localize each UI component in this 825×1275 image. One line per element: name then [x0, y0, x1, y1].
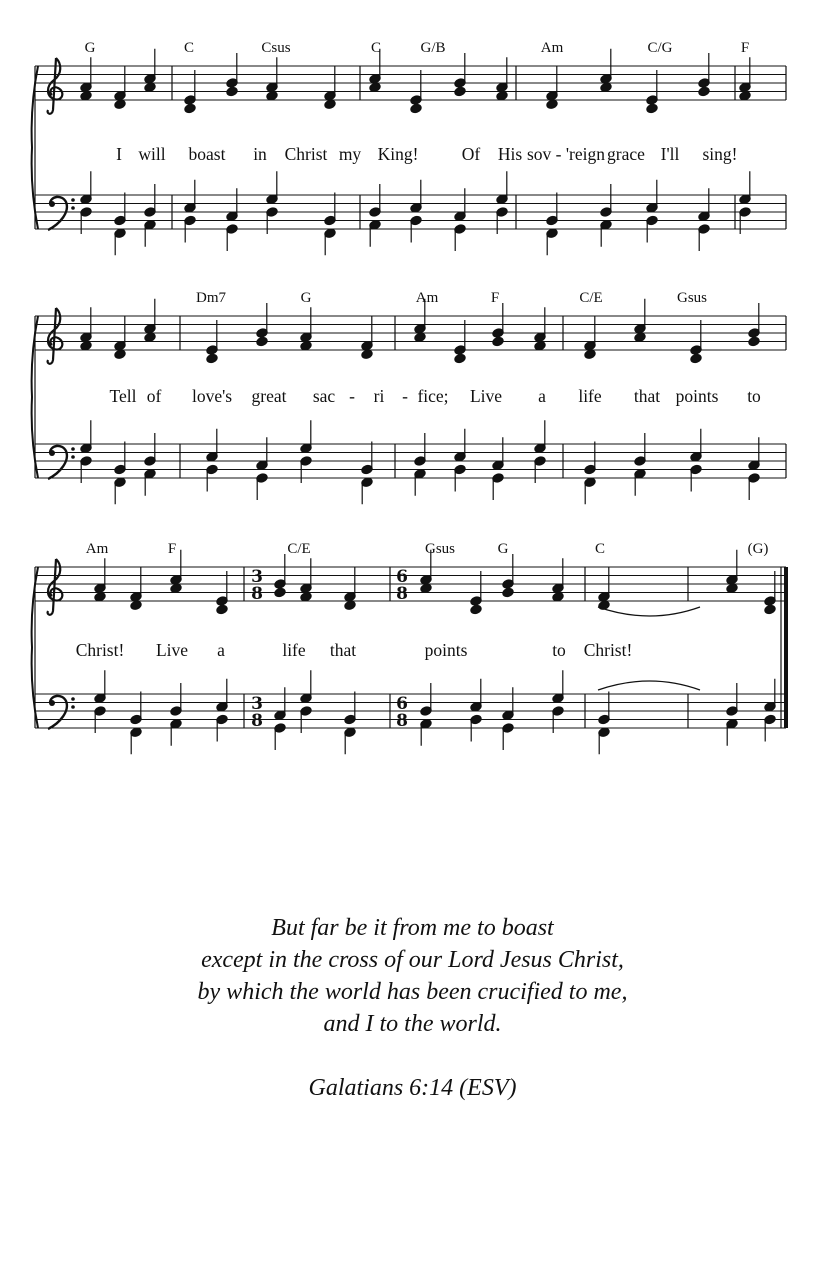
note-head [256, 473, 268, 500]
time-signature-numerator: 3 [251, 567, 263, 587]
tie-arc [598, 607, 700, 616]
note-head [420, 718, 432, 745]
note-head [130, 692, 142, 725]
lyric-syllable: points [675, 386, 719, 406]
chord-symbol: Dm7 [196, 290, 226, 306]
chord-symbol: F [490, 290, 500, 306]
note-head [492, 437, 504, 470]
note-head [690, 353, 702, 364]
note-head [144, 82, 156, 93]
note-head [216, 604, 228, 615]
note-head [216, 571, 228, 606]
note-head [492, 336, 504, 347]
note-head [552, 670, 564, 703]
lyric-syllable: Live [155, 640, 189, 660]
note-head [369, 184, 381, 217]
chord-symbol: F [740, 40, 750, 56]
note-head [496, 171, 508, 204]
note-head [698, 53, 710, 88]
note-head [80, 420, 92, 453]
lyric-syllable: Christ! [75, 640, 125, 660]
note-head [216, 679, 228, 712]
lyric-syllable: a [538, 386, 546, 406]
note-head [344, 600, 356, 611]
note-head [410, 180, 422, 213]
note-head [502, 687, 514, 720]
note-head [634, 468, 646, 495]
note-head [698, 224, 710, 251]
note-head [114, 477, 126, 504]
note-head [300, 340, 312, 351]
chord-symbol: Gsus [424, 541, 456, 557]
note-head [454, 353, 466, 364]
chord-symbol: G/B [420, 40, 446, 56]
note-head [266, 171, 278, 204]
note-head [546, 228, 558, 255]
lyric-syllable: boast [188, 144, 226, 164]
tie-arc [598, 681, 700, 690]
note-head [114, 442, 126, 475]
chord-symbol: Gsus [676, 290, 708, 306]
lyric-syllable: to [552, 640, 566, 660]
note-head [144, 468, 156, 495]
chord-symbol: Am [415, 290, 439, 306]
note-head [114, 193, 126, 226]
note-head [226, 224, 238, 251]
note-head [634, 433, 646, 466]
note-head [94, 591, 106, 602]
note-head [748, 303, 760, 338]
scripture-reference: Galatians 6:14 (ESV) [308, 1075, 517, 1101]
note-head [748, 437, 760, 470]
time-signature-denominator: 8 [396, 711, 408, 731]
note-head [634, 332, 646, 343]
note-head [748, 336, 760, 347]
note-head [369, 219, 381, 246]
note-head [454, 429, 466, 462]
time-signature-numerator: 6 [396, 567, 408, 587]
lyric-syllable: great [251, 386, 287, 406]
note-head [184, 70, 196, 105]
lyric-syllable: - [349, 386, 355, 406]
lyric-syllable: sing! [702, 144, 738, 164]
time-signature-numerator: 3 [251, 694, 263, 714]
note-head [492, 303, 504, 338]
scripture-line: and I to the world. [323, 1011, 502, 1037]
note-head [502, 587, 514, 598]
note-head [690, 429, 702, 462]
note-head [584, 477, 596, 504]
chord-symbol: C/E [579, 290, 603, 306]
note-head [584, 442, 596, 475]
lyric-syllable: Tell [109, 386, 137, 406]
note-head [598, 727, 610, 754]
note-head [534, 420, 546, 453]
note-head [226, 188, 238, 221]
scripture-line: by which the world has been crucified to me, [197, 979, 628, 1005]
lyric-syllable: in [253, 144, 267, 164]
note-head [600, 82, 612, 93]
chord-symbol: C [370, 40, 382, 56]
scripture-line: But far be it from me to boast [271, 915, 554, 941]
note-head [584, 349, 596, 360]
note-head [300, 591, 312, 602]
note-head [361, 442, 373, 475]
lyric-syllable: will [138, 144, 166, 164]
note-head [324, 99, 336, 110]
note-head [206, 353, 218, 364]
note-head [454, 320, 466, 355]
note-head [361, 349, 373, 360]
note-head [344, 727, 356, 754]
note-head [274, 687, 286, 720]
lyric-syllable: life [282, 640, 306, 660]
time-signature-denominator: 8 [251, 711, 263, 731]
note-head [130, 727, 142, 754]
note-head [414, 433, 426, 466]
note-head [80, 90, 92, 101]
note-head [94, 670, 106, 703]
note-head [256, 437, 268, 470]
bass-clef-icon [48, 446, 75, 479]
lyric-syllable: life [578, 386, 602, 406]
note-head [144, 184, 156, 217]
note-head [266, 90, 278, 101]
lyric-syllable: that [633, 386, 661, 406]
final-barline [784, 567, 788, 728]
note-head [646, 180, 658, 213]
note-head [114, 228, 126, 255]
lyric-syllable: Christ [284, 144, 328, 164]
lyric-syllable: to [747, 386, 761, 406]
note-head [324, 228, 336, 255]
lyric-syllable: love's [191, 386, 233, 406]
lyric-syllable: that [329, 640, 357, 660]
note-head [600, 184, 612, 217]
note-head [470, 571, 482, 606]
note-head [170, 583, 182, 594]
note-head [144, 433, 156, 466]
note-head [764, 571, 776, 606]
lyric-syllable: Of [461, 144, 481, 164]
note-head [748, 473, 760, 500]
chord-symbol: G [84, 40, 96, 56]
chord-symbol: F [167, 541, 177, 557]
note-head [420, 683, 432, 716]
lyric-syllable: King! [377, 144, 419, 164]
note-head [206, 429, 218, 462]
note-head [454, 188, 466, 221]
note-head [502, 554, 514, 589]
chord-symbol: C [183, 40, 195, 56]
note-head [454, 224, 466, 251]
chord-symbol: Csus [261, 40, 291, 56]
note-head [598, 692, 610, 725]
note-head [80, 171, 92, 204]
note-head [764, 604, 776, 615]
scripture-line: except in the cross of our Lord Jesus Christ, [201, 947, 624, 973]
note-head [274, 554, 286, 589]
chord-symbol: Am [540, 40, 564, 56]
note-head [454, 53, 466, 88]
note-head [546, 99, 558, 110]
chord-symbol: C [594, 541, 606, 557]
note-head [470, 604, 482, 615]
note-head [534, 340, 546, 351]
note-head [420, 583, 432, 594]
note-head [226, 53, 238, 88]
note-head [546, 193, 558, 226]
lyric-syllable: I [116, 144, 122, 164]
lyric-syllable: ri [373, 386, 385, 406]
note-head [274, 723, 286, 750]
lyric-syllable: Christ! [583, 640, 633, 660]
note-head [739, 90, 751, 101]
scripture-quote [0, 912, 825, 1040]
note-head [300, 420, 312, 453]
note-head [369, 82, 381, 93]
note-head [410, 70, 422, 105]
lyric-syllable: grace [607, 144, 645, 164]
note-head [206, 320, 218, 355]
note-head [726, 683, 738, 716]
chord-symbol: G [300, 290, 312, 306]
note-head [410, 103, 422, 114]
note-head [256, 303, 268, 338]
note-head [114, 349, 126, 360]
chord-symbol: G [497, 541, 509, 557]
score-notation [32, 40, 788, 754]
note-head [130, 600, 142, 611]
note-head [454, 86, 466, 97]
note-head [646, 70, 658, 105]
lyric-syllable: - [402, 386, 408, 406]
note-head [170, 718, 182, 745]
note-head [414, 332, 426, 343]
note-head [646, 103, 658, 114]
time-signature-denominator: 8 [251, 584, 263, 604]
time-signature-denominator: 8 [396, 584, 408, 604]
note-head [764, 679, 776, 712]
note-head [726, 583, 738, 594]
lyric-syllable: points [424, 640, 468, 660]
chord-symbol: (G) [747, 541, 769, 557]
lyric-syllable: Live [469, 386, 503, 406]
note-head [502, 723, 514, 750]
lyric-syllable: of [146, 386, 162, 406]
lyric-syllable: His [497, 144, 523, 164]
bass-clef-icon [48, 696, 75, 729]
chord-symbol: C/E [287, 541, 311, 557]
note-head [184, 103, 196, 114]
note-head [344, 692, 356, 725]
note-head [414, 468, 426, 495]
note-head [144, 219, 156, 246]
note-head [324, 193, 336, 226]
bass-clef-icon [48, 197, 75, 230]
note-head [496, 90, 508, 101]
time-signature-numerator: 6 [396, 694, 408, 714]
note-head [300, 670, 312, 703]
note-head [170, 683, 182, 716]
note-head [226, 86, 238, 97]
note-head [726, 718, 738, 745]
note-head [184, 180, 196, 213]
note-head [361, 477, 373, 504]
chord-symbol: Am [85, 541, 109, 557]
note-head [600, 219, 612, 246]
lyric-syllable: sac [312, 386, 336, 406]
note-head [80, 340, 92, 351]
note-head [492, 473, 504, 500]
note-head [739, 171, 751, 204]
note-head [552, 591, 564, 602]
lyric-syllable: a [217, 640, 225, 660]
lyric-syllable: fice; [417, 386, 449, 406]
lyric-syllable: I'll [660, 144, 680, 164]
lyric-syllable: sov - 'reign [527, 144, 605, 164]
note-head [144, 332, 156, 343]
note-head [274, 587, 286, 598]
note-head [698, 188, 710, 221]
note-head [470, 679, 482, 712]
note-head [698, 86, 710, 97]
note-head [256, 336, 268, 347]
chord-symbol: C/G [647, 40, 673, 56]
lyric-syllable: my [338, 144, 362, 164]
note-head [114, 99, 126, 110]
note-head [690, 320, 702, 355]
